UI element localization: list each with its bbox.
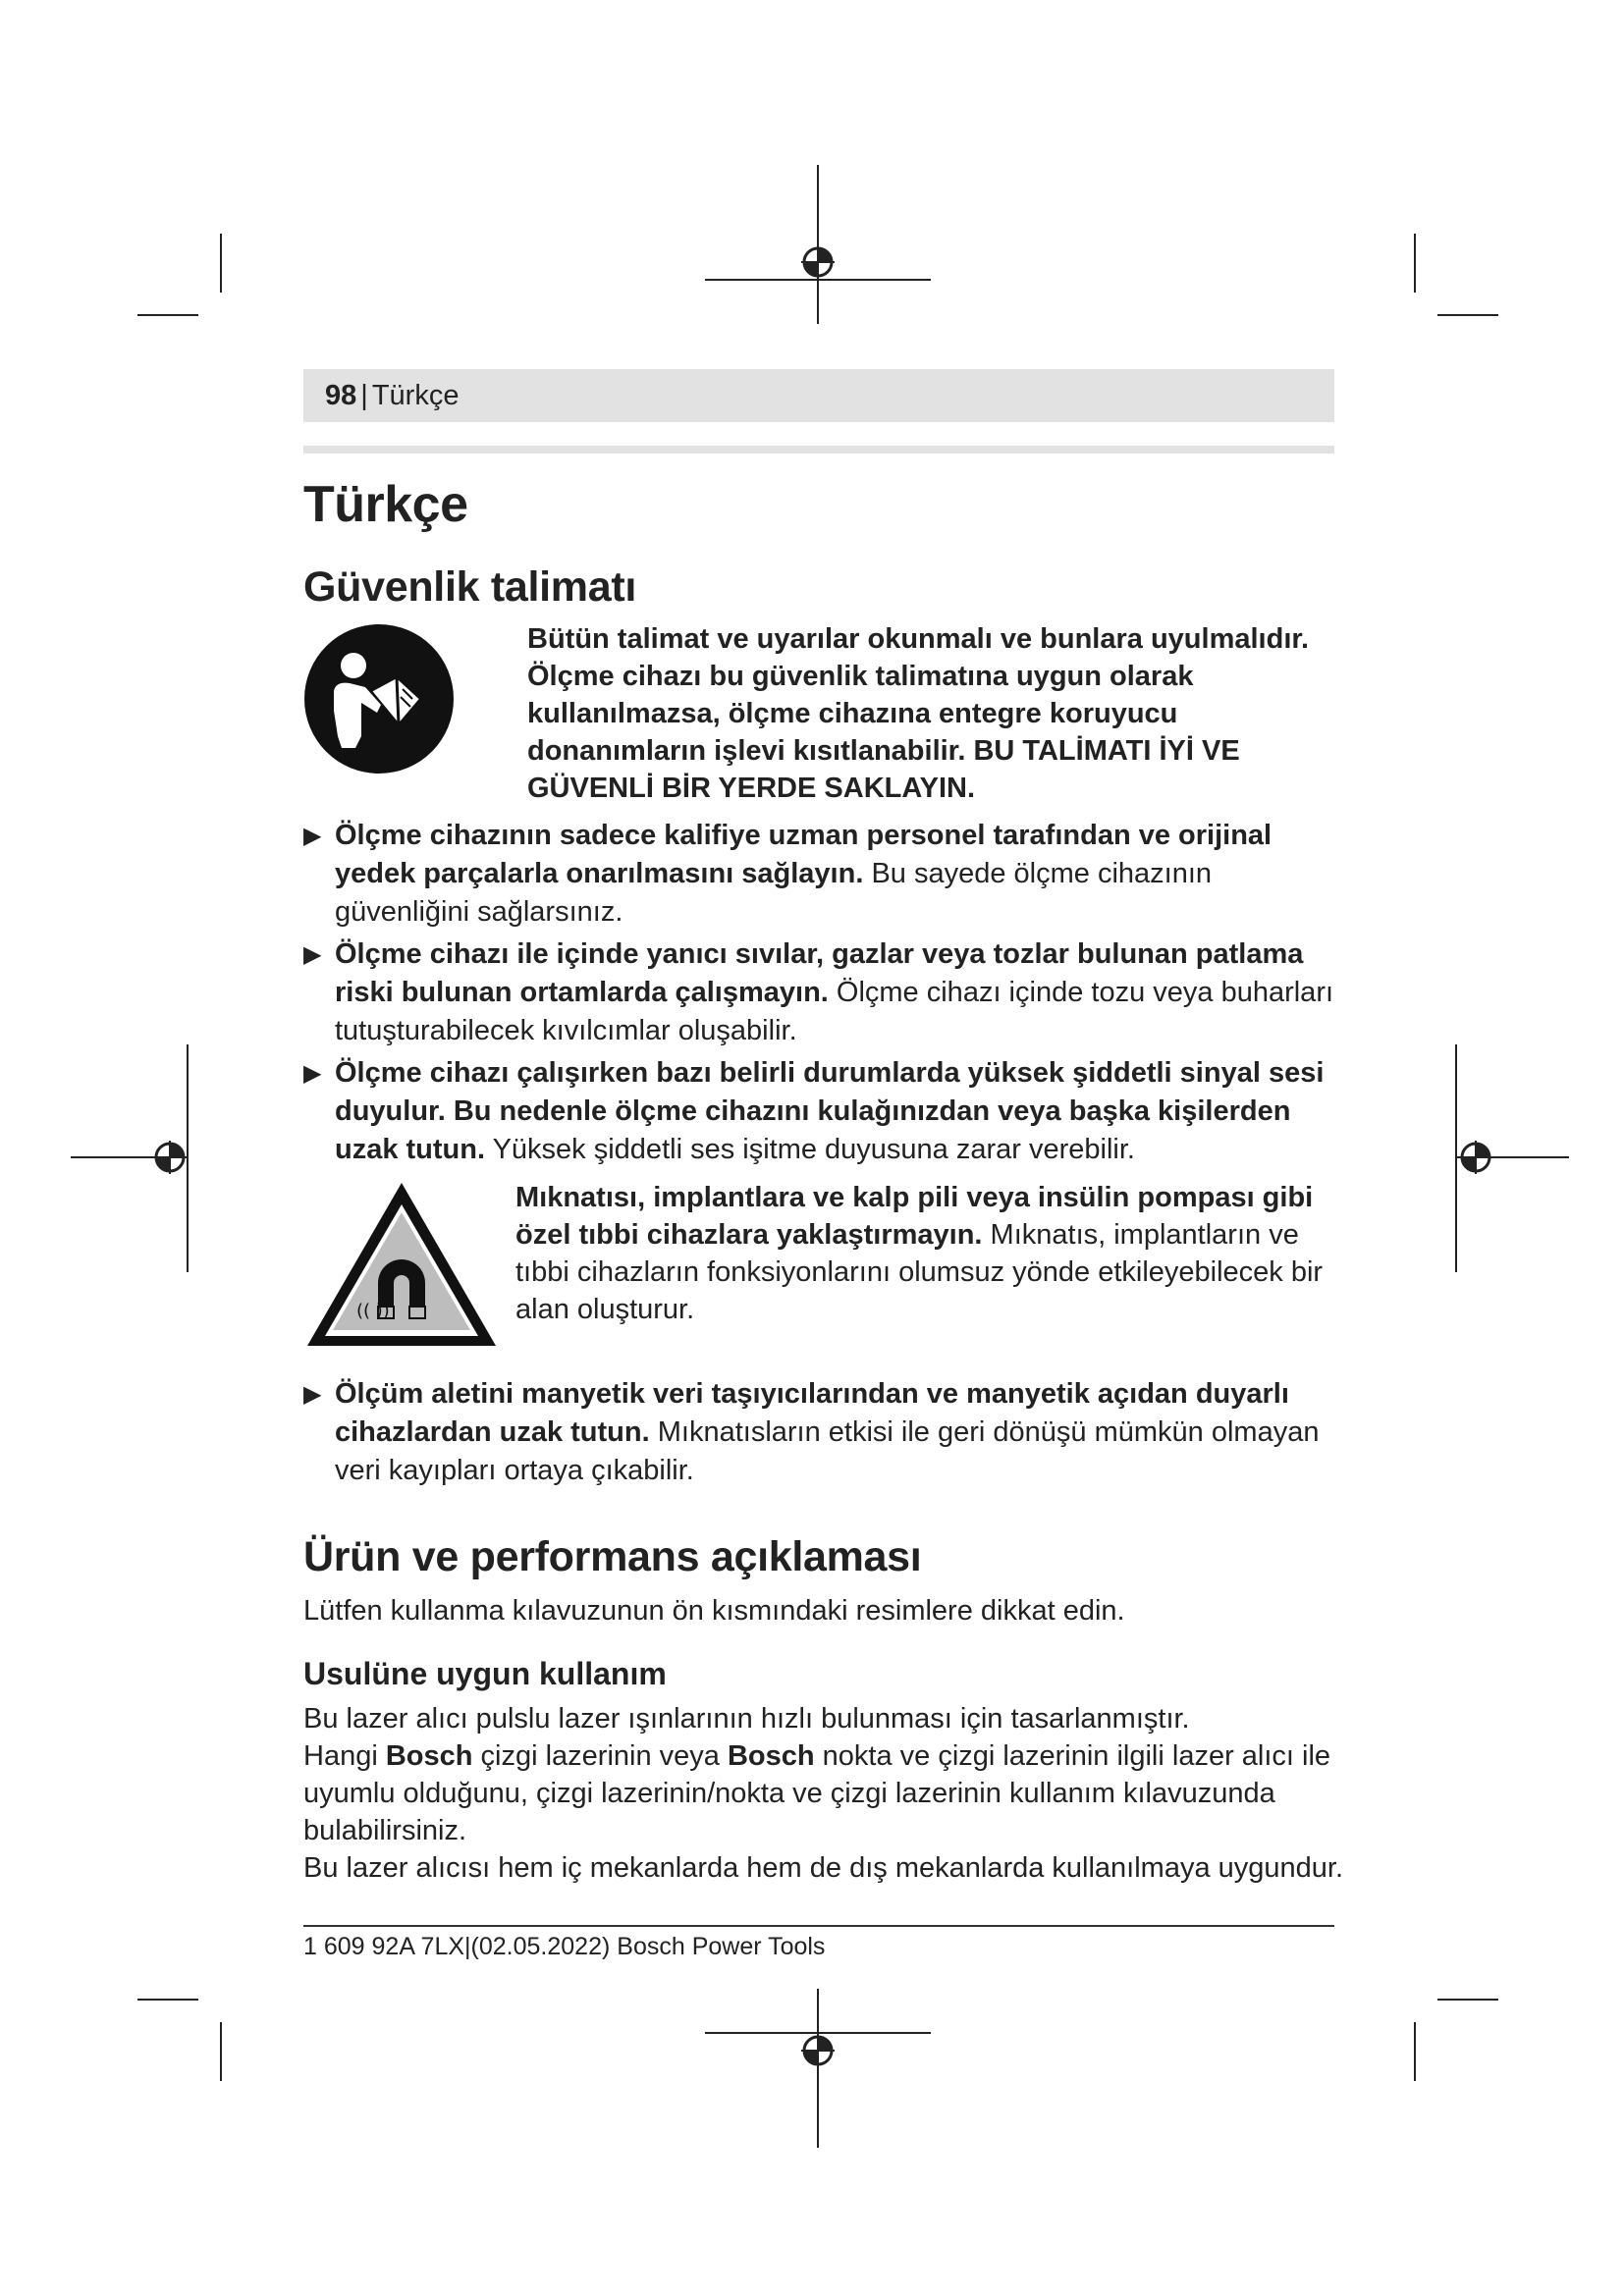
crop-mark <box>1414 2022 1416 2081</box>
safety-heading: Güvenlik talimatı <box>303 563 637 611</box>
bullet-bold-text: Ölçüm aletini manyetik veri taşıyıcılarından ve manyetik açıdan duyarlı cihazlardan uzak tutun. <box>335 1378 1289 1448</box>
bullet-arrow-icon: ▶ <box>303 823 322 849</box>
read-manual-block <box>303 620 1344 807</box>
read-manual-icon <box>302 622 456 775</box>
bullet-arrow-icon: ▶ <box>303 941 322 968</box>
bullet-bold-text: Ölçme cihazı çalışırken bazı belirli durumlarda yüksek şiddetli sinyal sesi duyulur. Bu nedenle ölçme cihazını kulağınızdan veya başka kişilerden uzak tutun. <box>335 1057 1325 1165</box>
bullet-arrow-icon: ▶ <box>303 1060 322 1087</box>
usage-text: nokta ve çizgi lazerinin ilgili lazer alıcı ile uyumlu olduğunu, çizgi lazerinin/nokta ve çizgi lazerinin kullanım kılavuzunda bulabilirsiniz. <box>303 1740 1331 1846</box>
header-language: Türkçe <box>371 380 460 411</box>
registration-mark-icon <box>1459 1141 1492 1174</box>
footer-date: (02.05.2022) <box>470 1933 611 1960</box>
usage-text: çizgi lazerinin veya <box>472 1740 728 1772</box>
brand-name: Bosch <box>385 1740 473 1772</box>
registration-line <box>817 165 819 324</box>
usage-text: Hangi <box>303 1740 386 1772</box>
brand-name: Bosch <box>727 1740 815 1772</box>
registration-line <box>1455 1044 1457 1272</box>
header-rule <box>303 446 1334 454</box>
registration-line <box>187 1044 189 1272</box>
header-separator: | <box>360 380 368 411</box>
usage-heading: Usulüne uygun kullanım <box>303 1656 667 1691</box>
crop-mark <box>1437 1999 1498 2001</box>
magnet-bold-text: Mıknatısı, implantlara ve kalp pili veya insülin pompası gibi özel tıbbi cihazlara yaklaştırmayın. <box>515 1182 1314 1251</box>
crop-mark <box>137 314 198 316</box>
usage-paragraph-2 <box>303 1737 1334 1849</box>
usage-paragraph-1: Bu lazer alıcı pulslu lazer ışınlarının hızlı bulunması için tasarlanmıştır. <box>303 1703 1190 1735</box>
doc-number: 1 609 92A 7LX <box>303 1933 465 1960</box>
page-footer <box>303 1932 825 1961</box>
magnet-text: Mıknatıs, implantların ve tıbbi cihazların fonksiyonlarını olumsuz yönde etkileyebilecek bir alan oluşturur. <box>515 1219 1324 1325</box>
crop-mark <box>1414 234 1416 293</box>
safety-intro: Bütün talimat ve uyarılar okunmalı ve bunlara uyulmalıdır. Ölçme cihazı bu güvenlik talimatına uygun olarak kullanılmazsa, ölçme cihazına entegre koruyucu donanımların işlevi kısıtlanabilir. BU TALİMATI İYİ VE GÜVENLİ BİR YERDE SAKLAYIN. <box>527 623 1310 804</box>
list-item <box>303 935 1344 1050</box>
page-header-text <box>325 381 459 410</box>
bullet-arrow-icon: ▶ <box>303 1381 322 1408</box>
magnet-warning-icon <box>303 1179 500 1350</box>
list-item <box>303 1375 1344 1490</box>
bullet-bold-text: Ölçme cihazı ile içinde yanıcı sıvılar, gazlar veya tozlar bulunan patlama riski bulunan ortamlarda çalışmayın. <box>335 938 1304 1008</box>
page-title: Türkçe <box>303 476 468 533</box>
crop-mark <box>137 1999 198 2001</box>
bullet-bold-text: Ölçme cihazının sadece kalifiye uzman personel tarafından ve orijinal yedek parçalarla onarılmasını sağlayın. <box>335 820 1272 889</box>
magnet-sign-text: (( )) <box>356 1301 390 1321</box>
registration-line <box>817 1989 819 2148</box>
main-content <box>303 461 1344 1887</box>
magnet-warning-text <box>515 1179 1330 1328</box>
bullet-text: Ölçme cihazı içinde tozu veya buharları tutuşturabilecek kıvılcımlar oluşabilir. <box>335 977 1334 1046</box>
magnet-warning-block <box>303 1179 1344 1350</box>
crop-mark <box>220 234 222 293</box>
page-number: 98 <box>325 380 357 411</box>
product-heading: Ürün ve performans açıklaması <box>303 1533 922 1580</box>
crop-mark <box>220 2022 222 2081</box>
crop-mark <box>1437 314 1498 316</box>
list-item <box>303 1054 1344 1169</box>
bullet-text: Bu sayede ölçme cihazının güvenliğini sağlarsınız. <box>335 858 1213 928</box>
registration-mark-icon <box>801 2034 835 2067</box>
registration-line <box>705 279 931 281</box>
usage-paragraph-3: Bu lazer alıcısı hem iç mekanlarda hem de dış mekanlarda kullanılmaya uygundur. <box>303 1852 1344 1884</box>
product-note: Lütfen kullanma kılavuzunun ön kısmındaki resimlere dikkat edin. <box>303 1595 1125 1627</box>
footer-brand: Bosch Power Tools <box>617 1933 826 1960</box>
bullet-text: Mıknatısların etkisi ile geri dönüşü mümkün olmayan veri kayıpları ortaya çıkabilir. <box>335 1416 1320 1486</box>
registration-mark-icon <box>801 245 835 279</box>
registration-mark-icon <box>153 1141 187 1174</box>
bullet-text: Yüksek şiddetli ses işitme duyusuna zarar verebilir. <box>485 1134 1135 1165</box>
page-header <box>303 369 1334 422</box>
footer-rule <box>303 1925 1334 1927</box>
list-item <box>303 817 1344 932</box>
footer-separator: | <box>464 1933 471 1960</box>
